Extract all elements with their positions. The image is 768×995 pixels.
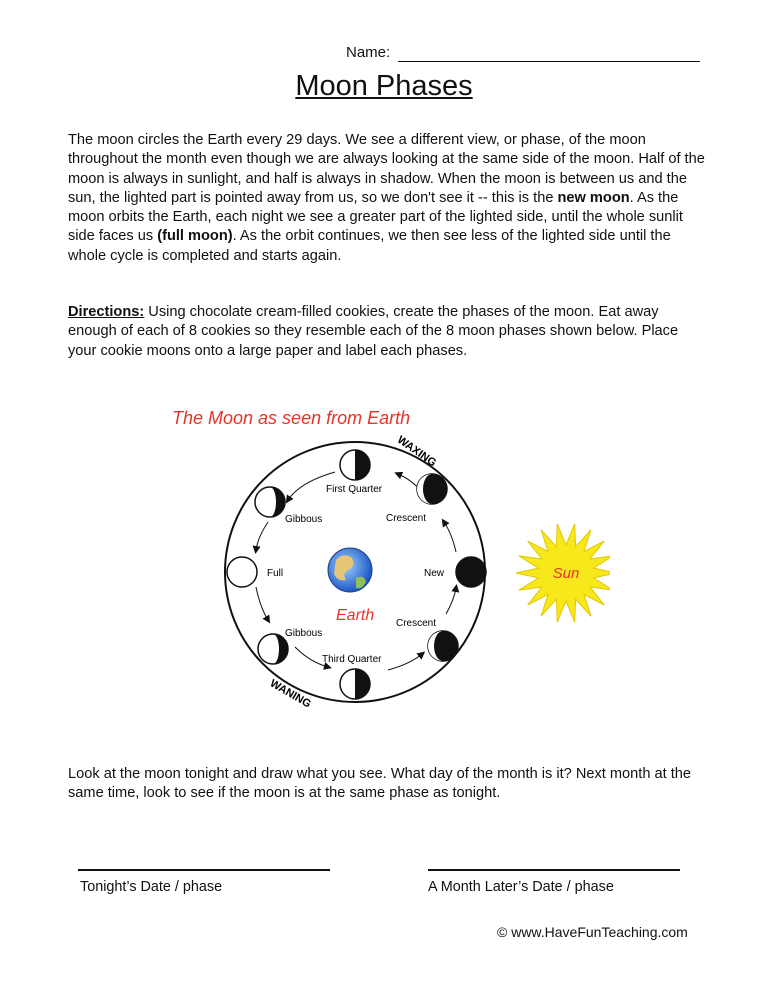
moon-phase-diagram: [160, 392, 610, 722]
tonight-answer-line[interactable]: [78, 869, 330, 871]
moon-new: [456, 557, 486, 587]
moon-waning-crescent: [428, 631, 458, 661]
arrow-left-lower: [256, 587, 268, 620]
intro-text-1: The moon circles the Earth every 29 days. We see a different view, or phase, of the moon throughout the month even though we are always looking at the same side of the moon. Half of the moon is always in sunlight, and half is always in shadow. When the moon is between us and the sun, the lighted part is pointed away from us, so we don't see it -- this is the: [68, 132, 705, 206]
label-full: Full: [267, 568, 284, 579]
label-first-quarter: First Quarter: [326, 484, 383, 495]
label-third-quarter: Third Quarter: [322, 654, 382, 665]
new-moon-term: new moon: [557, 189, 630, 206]
arrow-right-upper: [444, 522, 456, 552]
diagram-title: The Moon as seen from Earth: [172, 408, 411, 428]
sun-label: Sun: [552, 565, 580, 582]
arrow-right-lower: [446, 588, 456, 614]
label-gibbous-bottom: Gibbous: [285, 628, 323, 639]
observation-instructions: Look at the moon tonight and draw what you see. What day of the month is it? Next month at the same time, look to see if the moon is at the same phase as tonight.: [68, 766, 692, 802]
label-crescent-top: Crescent: [386, 513, 427, 524]
full-moon-term: (full moon): [157, 228, 233, 245]
label-new: New: [424, 568, 445, 579]
copyright-footer: © www.HaveFunTeaching.com: [497, 924, 688, 940]
waxing-label: WAXING: [394, 433, 439, 470]
directions-lead: Directions:: [68, 304, 145, 320]
tonight-label: Tonight’s Date / phase: [80, 879, 223, 895]
moon-waning-gibbous: [258, 634, 288, 664]
name-label: Name:: [346, 44, 391, 61]
intro-text-3: . As the orbit continues, we then see less of the lighted side until the whole cycle is completed and starts again.: [68, 228, 671, 264]
label-gibbous-top: Gibbous: [285, 514, 323, 525]
page-title: Moon Phases: [295, 70, 473, 102]
moon-third-quarter: [340, 669, 370, 699]
arrow-bottom-right: [388, 654, 422, 670]
moon-waxing-crescent: [417, 474, 447, 504]
moon-waxing-gibbous: [255, 487, 285, 517]
waning-label: WANING: [267, 677, 313, 711]
intro-text-2: . As the moon orbits the Earth, each night we see a greater part of the lighted side, until the whole sunlit side faces us: [68, 189, 683, 245]
moon-full: [227, 557, 257, 587]
arrow-left-upper: [256, 522, 268, 550]
earth-label: Earth: [336, 607, 375, 624]
month-later-answer-line[interactable]: [428, 869, 680, 871]
month-later-label: A Month Later’s Date / phase: [428, 879, 614, 895]
directions-paragraph: [68, 303, 708, 361]
name-input-line[interactable]: [398, 61, 700, 62]
earth-globe: [328, 548, 372, 592]
intro-paragraph: [68, 131, 708, 266]
label-crescent-bottom: Crescent: [396, 618, 437, 629]
directions-text: Using chocolate cream-filled cookies, create the phases of the moon. Eat away enough of each of 8 cookies so they resemble each of the 8 moon phases shown below. Place your cookie moons onto a large paper and label each phases.: [68, 304, 679, 359]
moon-first-quarter: [340, 450, 370, 480]
